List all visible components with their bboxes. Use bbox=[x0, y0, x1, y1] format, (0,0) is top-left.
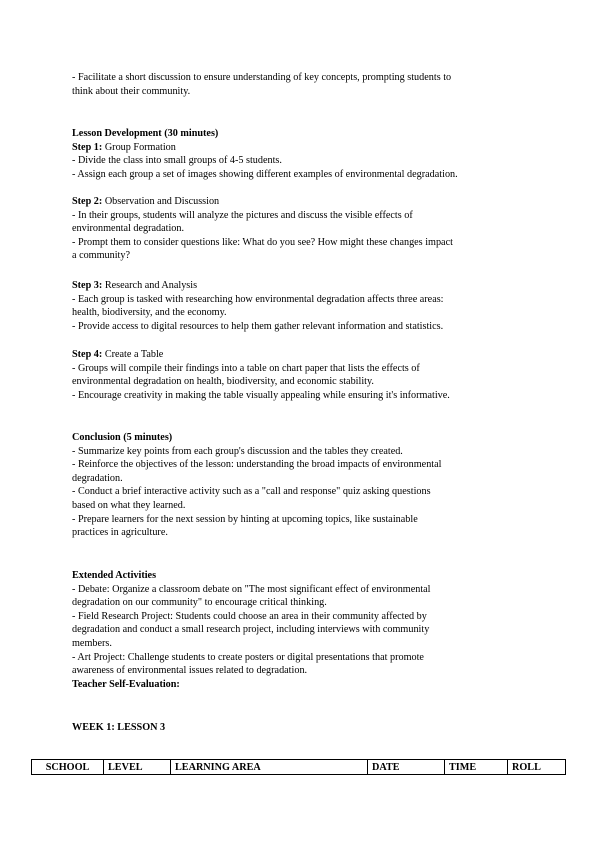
table-header-row bbox=[32, 760, 566, 775]
step-line: environmental degradation on health, biodiversity, and economic stability. bbox=[72, 376, 374, 388]
step-line: a community? bbox=[72, 250, 130, 262]
step-line: - Assign each group a set of images showing different examples of environmental degradation. bbox=[72, 168, 458, 180]
step-line: environmental degradation. bbox=[72, 223, 185, 235]
extended-heading: Extended Activities bbox=[72, 570, 157, 581]
step-4-section bbox=[72, 348, 532, 402]
conclusion-section bbox=[72, 431, 532, 540]
intro-line: - Facilitate a short discussion to ensure understanding of key concepts, prompting students to bbox=[72, 72, 452, 83]
extended-line: - Debate: Organize a classroom debate on "The most significant effect of environmental bbox=[72, 583, 431, 595]
extended-line: degradation on our community" to encourage critical thinking. bbox=[72, 597, 327, 609]
conclusion-line: - Prepare learners for the next session by hinting at upcoming topics, like sustainable bbox=[72, 513, 418, 525]
header-school: SCHOOL bbox=[32, 760, 104, 775]
conclusion-line: - Conduct a brief interactive activity such as a "call and response" quiz asking questions bbox=[72, 486, 431, 498]
step-line: - Each group is tasked with researching how environmental degradation affects three areas: bbox=[72, 293, 444, 305]
intro-section bbox=[72, 71, 532, 98]
extended-line: members. bbox=[72, 637, 112, 649]
step-3-section bbox=[72, 279, 532, 333]
conclusion-line: based on what they learned. bbox=[72, 499, 186, 511]
development-heading: Lesson Development (30 minutes) bbox=[72, 128, 219, 139]
step-label: Step 3: bbox=[72, 280, 103, 291]
step-line: - Provide access to digital resources to help them gather relevant information and statistics. bbox=[72, 320, 444, 332]
week-heading: WEEK 1: LESSON 3 bbox=[72, 722, 166, 733]
step-label: Step 1: bbox=[72, 141, 103, 153]
header-date: DATE bbox=[368, 760, 445, 775]
extended-section bbox=[72, 569, 532, 691]
step-2-section bbox=[72, 195, 532, 263]
step-line: - In their groups, students will analyze the pictures and discuss the visible effects of bbox=[72, 209, 413, 221]
step-title: Research and Analysis bbox=[102, 280, 198, 291]
step-1-title bbox=[72, 141, 532, 155]
conclusion-line: degradation. bbox=[72, 472, 123, 484]
step-label: Step 2: bbox=[72, 196, 103, 207]
step-line: health, biodiversity, and the economy. bbox=[72, 307, 227, 319]
week-section bbox=[72, 721, 532, 735]
step-line: - Divide the class into small groups of 4-5 students. bbox=[72, 155, 282, 167]
step-2-title bbox=[72, 195, 532, 209]
step-title: Create a Table bbox=[102, 349, 164, 360]
step-title: Observation and Discussion bbox=[102, 196, 220, 207]
step-4-title bbox=[72, 348, 532, 362]
intro-line: think about their community. bbox=[72, 85, 191, 97]
self-evaluation-heading: Teacher Self-Evaluation: bbox=[72, 678, 180, 690]
lesson-info-table bbox=[31, 759, 566, 775]
conclusion-heading: Conclusion (5 minutes) bbox=[72, 432, 173, 443]
header-level: LEVEL bbox=[104, 760, 171, 775]
header-time: TIME bbox=[445, 760, 508, 775]
step-label: Step 4: bbox=[72, 349, 103, 360]
conclusion-line: - Reinforce the objectives of the lesson: understanding the broad impacts of environmental bbox=[72, 459, 442, 471]
step-line: - Encourage creativity in making the table visually appealing while ensuring it's informative. bbox=[72, 389, 450, 401]
step-line: - Prompt them to consider questions like: What do you see? How might these changes impact bbox=[72, 236, 453, 248]
header-roll: ROLL bbox=[508, 760, 566, 775]
extended-line: degradation and conduct a small research project, including interviews with community bbox=[72, 624, 430, 636]
step-title: Group Formation bbox=[102, 141, 176, 153]
extended-line: awareness of environmental issues related to degradation. bbox=[72, 665, 308, 677]
extended-line: - Field Research Project: Students could choose an area in their community affected by bbox=[72, 610, 427, 622]
step-line: - Groups will compile their findings into a table on chart paper that lists the effects of bbox=[72, 362, 420, 374]
header-learning-area: LEARNING AREA bbox=[171, 760, 368, 775]
step-3-title bbox=[72, 279, 532, 293]
development-section bbox=[72, 127, 532, 181]
conclusion-line: practices in agriculture. bbox=[72, 527, 168, 539]
conclusion-line: - Summarize key points from each group's discussion and the tables they created. bbox=[72, 445, 403, 457]
extended-line: - Art Project: Challenge students to create posters or digital presentations that promote bbox=[72, 651, 424, 663]
